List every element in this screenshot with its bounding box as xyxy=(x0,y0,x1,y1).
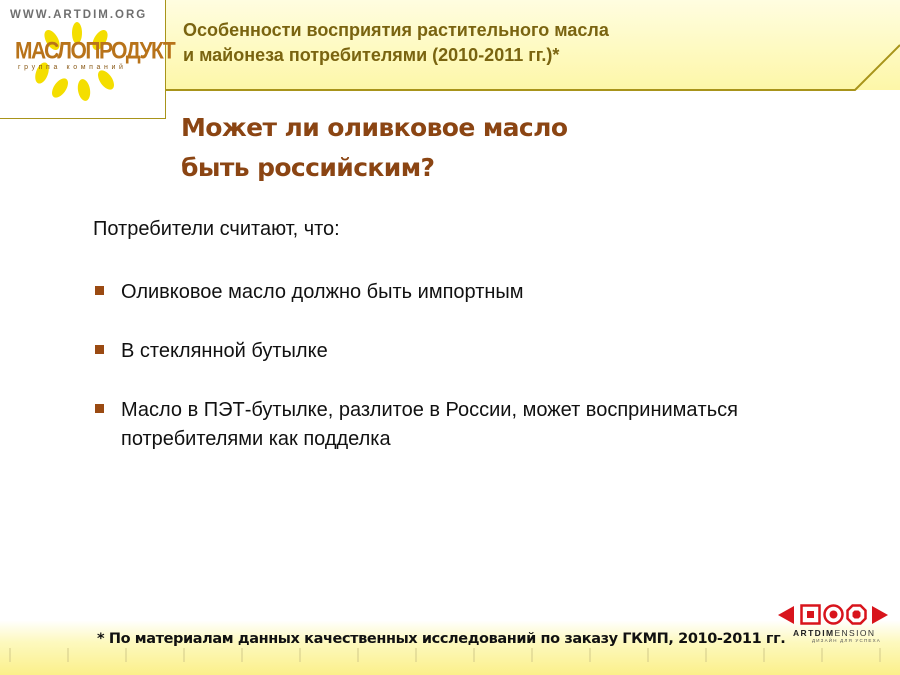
brand-name: МАСЛОПРОДУКТ xyxy=(15,38,175,65)
artdim-logo xyxy=(793,628,875,638)
footnote: * По материалам данных качественных исследований по заказу ГКМП, 2010-2011 гг. xyxy=(97,631,786,647)
next-slide-icon[interactable] xyxy=(870,604,890,626)
header-title-line-1: Особенности восприятия растительного масла xyxy=(183,20,609,40)
square-bullet-icon xyxy=(95,345,104,354)
brand-subtitle: группа компаний xyxy=(18,64,127,71)
header-title xyxy=(183,18,743,68)
bullet-item xyxy=(93,396,813,454)
bullet-item xyxy=(93,337,813,366)
bullet-text: В стеклянной бутылке xyxy=(121,340,328,362)
intro-text: Потребители считают, что: xyxy=(93,218,340,240)
slide-title-line-1: Может ли оливковое масло xyxy=(181,113,568,142)
bullet-text: Оливковое масло должно быть импортным xyxy=(121,281,524,303)
square-bullet-icon xyxy=(95,404,104,413)
home-circle-icon[interactable] xyxy=(823,604,844,625)
previous-slide-icon[interactable] xyxy=(776,604,796,626)
end-octagon-icon[interactable] xyxy=(846,604,867,625)
bullet-text: Масло в ПЭТ-бутылке, разлитое в России, может воспринимaться потребителями как подделка xyxy=(121,399,738,450)
square-bullet-icon xyxy=(95,286,104,295)
bullet-list xyxy=(93,278,813,454)
navigation-controls xyxy=(776,604,892,628)
artdim-name-bold: ARTDIM xyxy=(793,628,835,638)
slide-title-line-2: быть российским? xyxy=(181,153,435,182)
artdim-name-light: ENSION xyxy=(834,628,876,638)
bullet-item xyxy=(93,278,813,307)
header-title-line-2: и майонеза потребителями (2010-2011 гг.)* xyxy=(183,45,560,65)
slide-title xyxy=(181,108,741,188)
site-url: WWW.ARTDIM.ORG xyxy=(10,9,148,21)
logo xyxy=(0,0,175,118)
artdim-tagline: ДИЗАЙН ДЛЯ УСПЕХА xyxy=(812,638,881,643)
menu-square-icon[interactable] xyxy=(800,604,821,625)
